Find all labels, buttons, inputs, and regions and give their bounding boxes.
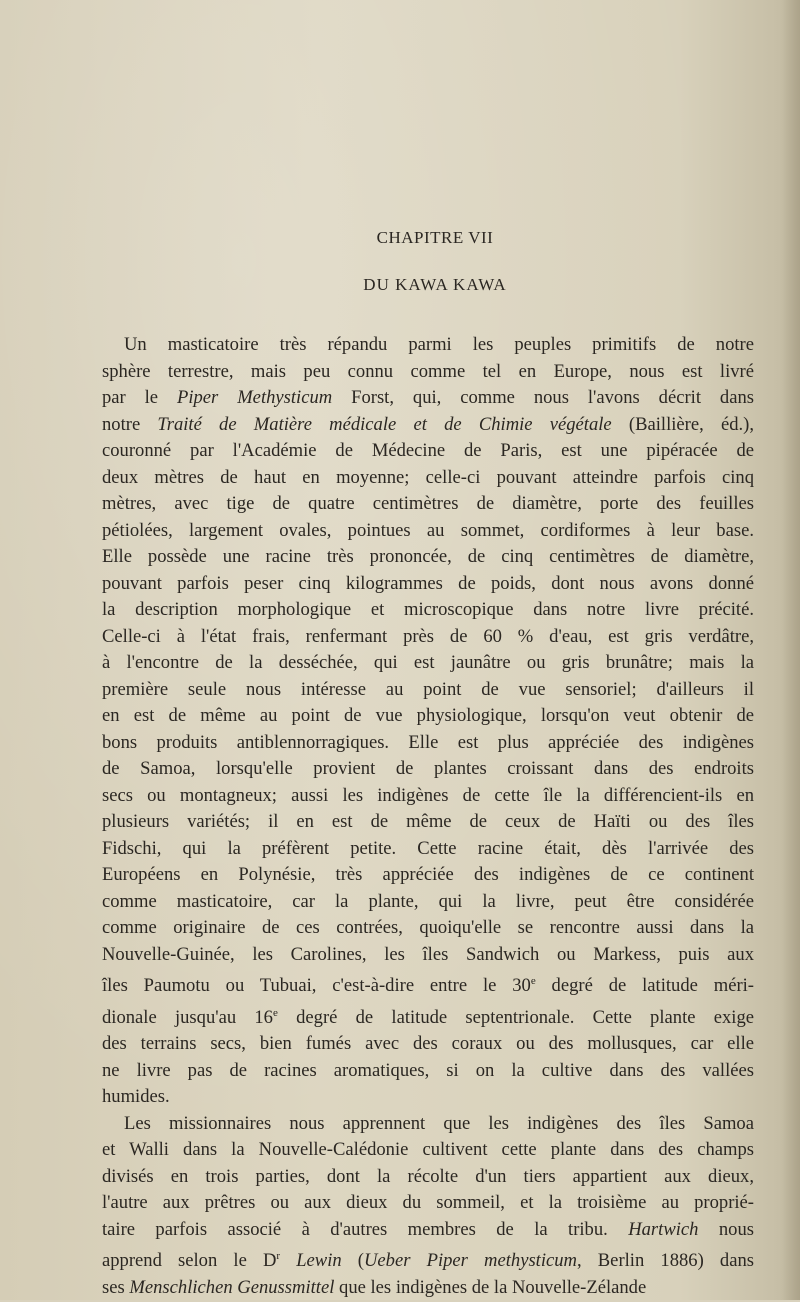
text-line: Elle possède une racine très prononcée, de cinq centimètres de diamètre,: [102, 546, 754, 567]
text-line: sphère terrestre, mais peu connu comme tel en Europe, nous est livré: [102, 360, 754, 382]
paragraph: [102, 1111, 754, 1302]
text-line: des terrains secs, bien fumés avec des coraux ou des mollusques, car elle: [102, 1033, 754, 1055]
text-line: en est de même au point de vue physiologique, lorsqu'on veut obtenir de: [102, 705, 754, 726]
text-line: Européens en Polynésie, très appréciée des indigènes de ce continent: [102, 864, 754, 885]
text-line: de Samoa, lorsqu'elle provient de plantes croissant dans des endroits: [102, 758, 754, 779]
text-line: bons produits antiblennorragiques. Elle est plus appréciée des indigènes: [102, 731, 754, 753]
text-line: Fidschi, qui la préfèrent petite. Cette racine était, dès l'arrivée des: [102, 837, 754, 859]
text-line: couronné par l'Académie de Médecine de Paris, est une pipéracée de: [102, 440, 754, 461]
text-line: humides.: [102, 1086, 170, 1108]
paragraph: [102, 332, 754, 1111]
text-line: plusieurs variétés; il en est de même de ceux de Haïti ou des îles: [102, 811, 754, 832]
text-line: ne livre pas de racines aromatiques, si on la cultive dans des vallées: [102, 1059, 754, 1081]
text-line: apprend selon le $D^r$ Lewin (Ueber Piper methysticum, Berlin 1886) dans: [102, 1250, 754, 1272]
text-line: taire parfois associé à d'autres membres de la tribu. Hartwich nous: [102, 1218, 754, 1240]
text-line: et Walli dans la Nouvelle-Calédonie cultivent cette plante dans des champs: [102, 1139, 754, 1161]
text-line: mètres, avec tige de quatre centimètres de diamètre, porte des feuilles: [102, 493, 754, 514]
text-line: première seule nous intéresse au point de vue sensoriel; d'ailleurs il: [102, 678, 754, 700]
text-line: pétiolées, largement ovales, pointues au sommet, cordiformes à leur base.: [102, 519, 754, 541]
text-line: Un masticatoire très répandu parmi les peuples primitifs de notre: [124, 334, 754, 355]
text-line: Celle-ci à l'état frais, renfermant près de 60 % d'eau, est gris verdâtre,: [102, 625, 754, 647]
text-line: îles Paumotu ou Tubuai, c'est-à-dire entre le 30e degré de latitude méri-: [102, 975, 754, 997]
text-line: l'autre aux prêtres ou aux dieux du sommeil, et la troisième au proprié-: [102, 1192, 754, 1214]
text-line: comme masticatoire, car la plante, qui la livre, peut être considérée: [102, 890, 754, 912]
text-line: notre Traité de Matière médicale et de Chimie végétale (Baillière, éd.),: [102, 413, 754, 435]
text-line: comme originaire de ces contrées, quoiqu'elle se rencontre aussi dans la: [102, 917, 754, 938]
chapter-title: CHAPITRE VII: [376, 228, 494, 247]
text-line: la description morphologique et microscopique dans notre livre précité.: [102, 599, 754, 620]
text-line: pouvant parfois peser cinq kilogrammes de poids, dont nous avons donné: [102, 572, 754, 594]
text-line: par le Piper Methysticum Forst, qui, comme nous l'avons décrit dans: [102, 387, 754, 408]
section-title: DU KAWA KAWA: [363, 275, 507, 294]
text-line: Nouvelle-Guinée, les Carolines, les îles Sandwich ou Markess, puis aux: [102, 943, 754, 965]
text-line: à l'encontre de la desséchée, qui est jaunâtre ou gris brunâtre; mais la: [102, 652, 754, 673]
text-line: ses Menschlichen Genussmittel que les indigènes de la Nouvelle-Zélande: [102, 1277, 647, 1299]
page-edge-shadow: [782, 0, 800, 1300]
text-line: divisés en trois parties, dont la récolte d'un tiers appartient aux dieux,: [102, 1165, 754, 1187]
text-line: deux mètres de haut en moyenne; celle-ci pouvant atteindre parfois cinq: [102, 466, 754, 488]
text-line: secs ou montagneux; aussi les indigènes de cette île la différencient-ils en: [102, 784, 754, 806]
paragraphs: [102, 332, 754, 1302]
text-line: Les missionnaires nous apprennent que les indigènes des îles Samoa: [124, 1112, 754, 1134]
body-text: [102, 332, 754, 1302]
text-line: dionale jusqu'au 16e degré de latitude septentrionale. Cette plante exige: [102, 1006, 754, 1028]
